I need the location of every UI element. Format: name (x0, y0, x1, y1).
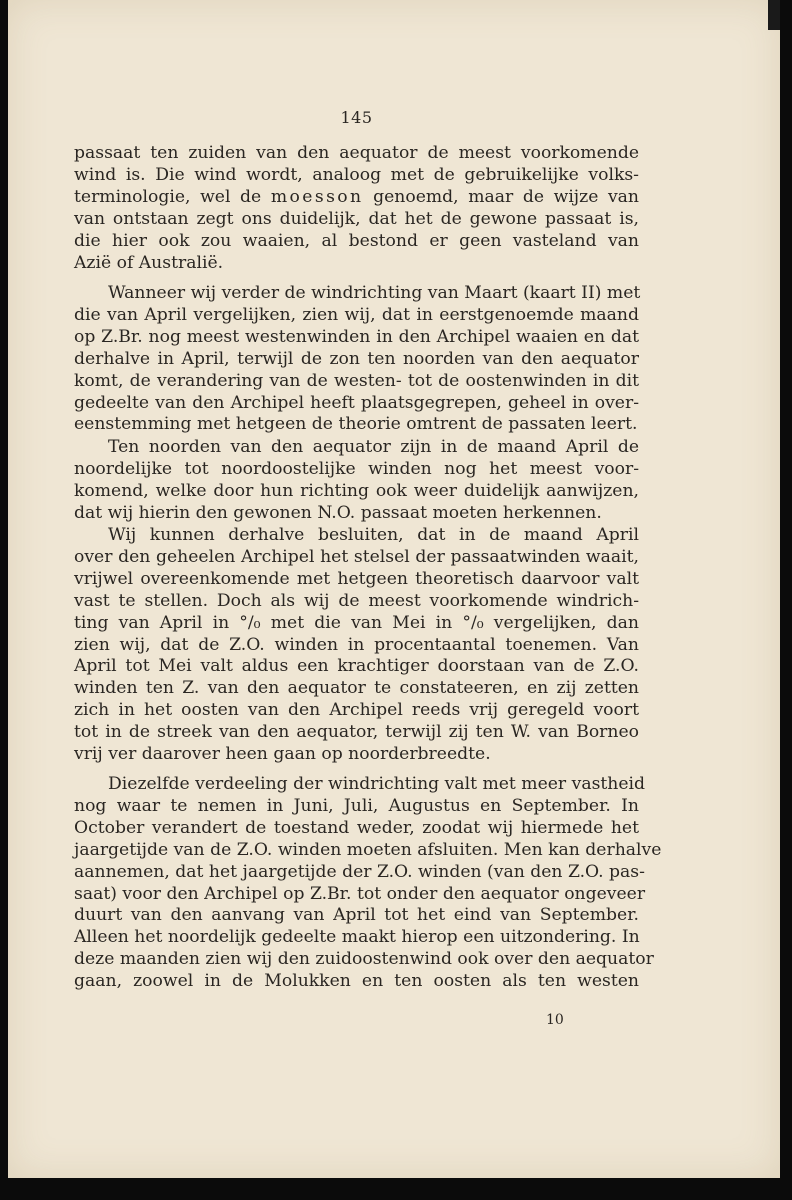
signature-mark: 10 (546, 1012, 564, 1028)
text-line: Wij kunnen derhalve besluiten, dat in de maand April (108, 525, 639, 545)
text-line: jaargetijde van de Z.O. winden moeten afsluiten. Men kan derhalve (74, 839, 662, 860)
text-line: vrijwel overeenkomende met hetgeen theoretisch daarvoor valt (74, 568, 639, 589)
text-line: tot in de streek van den aequator, terwijl zij ten W. van Borneo (74, 722, 639, 743)
text-line: duurt van den aanvang van April tot het eind van September. (74, 905, 639, 926)
paragraph-5 (74, 774, 662, 993)
text-line: noordelijke tot noordoostelijke winden nog het meest voor- (74, 458, 639, 479)
text-line: over den geheelen Archipel het stelsel der passaatwinden waait, (74, 546, 639, 567)
text-line: Diezelfde verdeeling der windrichting valt met meer vastheid (108, 774, 646, 794)
text-line: komend, welke door hun richting ook weer duidelijk aanwijzen, (74, 480, 639, 501)
text-line: ting van April in °/₀ met die van Mei in °/₀ vergelijken, dan (74, 612, 639, 633)
page-corner-shadow (768, 0, 780, 30)
paragraph-1 (74, 143, 639, 274)
text-line: nog waar te nemen in Juni, Juli, Augustus en September. In (74, 795, 639, 816)
text-line: wind is. Die wind wordt, analoog met de gebruikelijke volks- (74, 164, 639, 185)
text-line: passaat ten zuiden van den aequator de meest voorkomende (74, 143, 639, 163)
text-line: zien wij, dat de Z.O. winden in procentaantal toenemen. Van (74, 634, 639, 655)
text-line: deze maanden zien wij den zuidoostenwind ook over den aequator (74, 949, 654, 970)
text-line: saat) voor den Archipel op Z.Br. tot onder den aequator ongeveer (74, 883, 646, 904)
text-line: op Z.Br. nog meest westenwinden in den Archipel waaien en dat (74, 326, 639, 347)
text-line: winden ten Z. van den aequator te constateeren, en zij zetten (74, 678, 639, 699)
text-line: komt, de verandering van de westen- tot de oostenwinden in dit (74, 370, 639, 391)
text-line: derhalve in April, terwijl de zon ten noorden van den aequator (74, 348, 639, 369)
text-line: aannemen, dat het jaargetijde der Z.O. winden (van den Z.O. pas- (74, 861, 645, 882)
text-line: gaan, zoowel in de Molukken en ten oosten als ten westen (74, 971, 639, 992)
text-line: Alleen het noordelijk gedeelte maakt hierop een uitzondering. In (74, 927, 640, 948)
text-line: April tot Mei valt aldus een krachtiger doorstaan van de Z.O. (74, 656, 639, 677)
emphasized-term: moesson (270, 186, 364, 207)
text-line: Ten noorden van den aequator zijn in de maand April de (108, 437, 639, 457)
text-line: Azië of Australië. (74, 252, 224, 273)
text-line: die van April vergelijken, zien wij, dat in eerstgenoemde maand (74, 304, 639, 325)
book-page (8, 0, 780, 1178)
text-line: die hier ook zou waaien, al bestond er geen vasteland van (74, 230, 639, 251)
page-number: 145 (340, 108, 373, 127)
paragraph-3 (74, 437, 639, 525)
text-line: terminologie, wel de moesson genoemd, maar de wijze van (74, 186, 639, 207)
text-line: van ontstaan zegt ons duidelijk, dat het de gewone passaat is, (74, 208, 639, 229)
paragraph-4 (74, 525, 639, 766)
text-line: eenstemming met hetgeen de theorie omtrent de passaten leert. (74, 414, 638, 435)
paragraph-2 (74, 283, 639, 436)
text-line: vrij ver daarover heen gaan op noorderbreedte. (74, 744, 491, 765)
text-line: vast te stellen. Doch als wij de meest voorkomende windrich- (74, 590, 639, 611)
text-line: October verandert de toestand weder, zoodat wij hiermede het (74, 817, 639, 838)
text-line: gedeelte van den Archipel heeft plaatsgegrepen, geheel in over- (74, 392, 639, 413)
text-line: dat wij hierin den gewonen N.O. passaat moeten herkennen. (74, 502, 602, 523)
text-line: Wanneer wij verder de windrichting van Maart (kaart II) met (108, 283, 641, 303)
text-line: zich in het oosten van den Archipel reeds vrij geregeld voort (74, 700, 639, 721)
